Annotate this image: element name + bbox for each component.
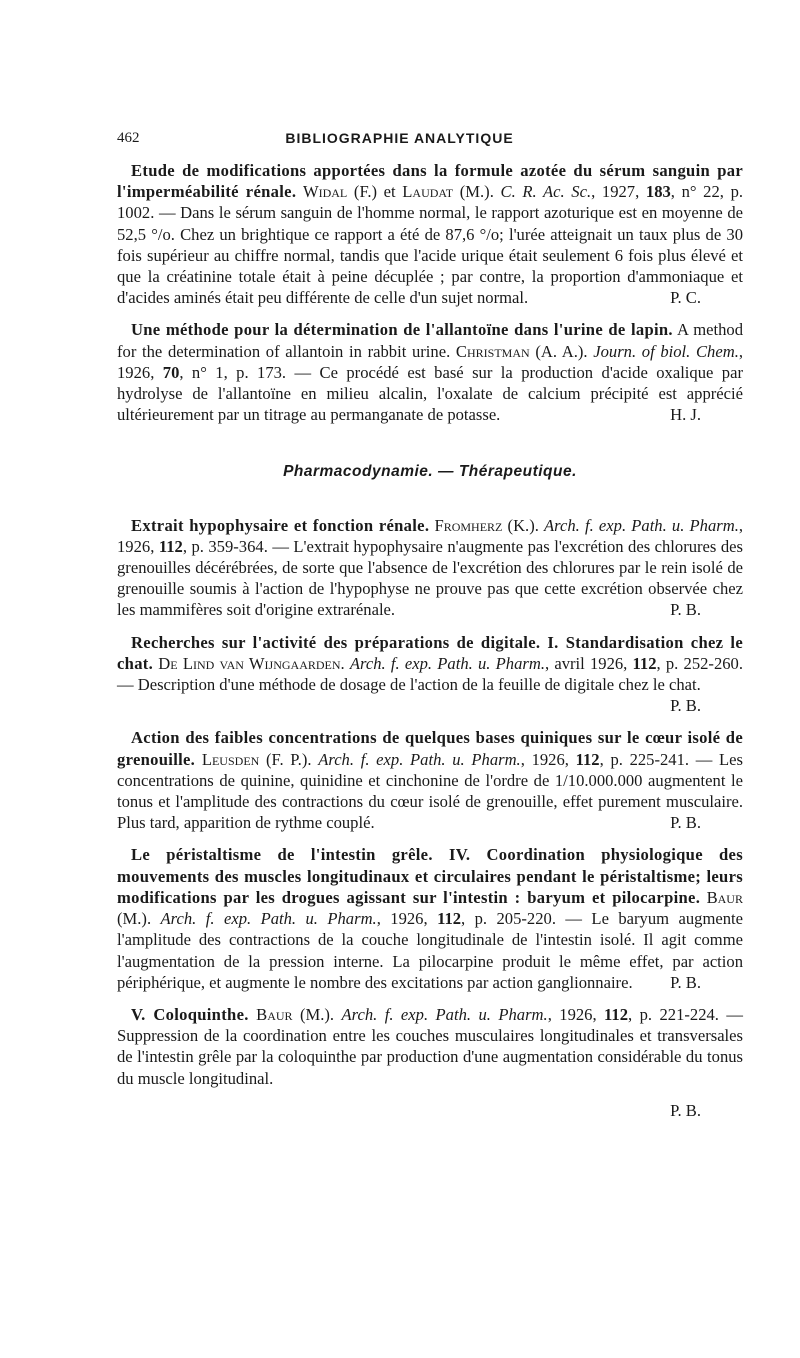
bibliography-entry: [117, 1004, 743, 1089]
entry-journal: Arch. f. exp. Path. u. Pharm.: [544, 515, 739, 535]
entry-volume: 112: [437, 909, 462, 929]
entry-title: Une méthode pour la détermination de l'allantoïne dans l'urine de lapin.: [131, 320, 673, 340]
entry-signature: P. B.: [670, 600, 701, 620]
entry-title: Action des faibles concentrations de quelques bases quiniques sur le cœur isolé de grenouille.: [117, 728, 743, 769]
entry-signature: P. B.: [670, 813, 701, 833]
bibliography-entry: [117, 632, 743, 717]
entry-signature: P. B.: [670, 972, 701, 992]
entry-author: Widal: [302, 182, 348, 202]
entry-title: V. Coloquinthe.: [131, 1004, 249, 1024]
bibliography-entry: [117, 844, 743, 992]
entry-author: Baur: [706, 887, 743, 907]
entry-abstract: , p. 359-364. — L'extrait hypophysaire n'augmente pas l'excrétion des chlorures des grenouilles décérébrées, de sorte que l'absence de l'excrétion des chlorures par le rein isolé de grenouille soumis à l'action de l'hypophyse ne prouve pas que cette excrétion observée chez les mammifères soit d'origine extrarénale.: [117, 536, 743, 620]
entry-author: Baur: [256, 1004, 293, 1024]
entry-year: , 1926,: [117, 515, 743, 556]
entry-abstract: , p. 252-260. — Description d'une méthode de dosage de l'action de la feuille de digitale chez le chat.: [117, 653, 743, 695]
entry-journal: Arch. f. exp. Path. u. Pharm.: [318, 749, 521, 769]
entry-signature: H. J.: [670, 405, 701, 425]
section-heading: Pharmacodynamie. — Thérapeutique.: [283, 463, 577, 481]
page-header: [117, 130, 682, 154]
entry-original-title: A method for the determination of allantoin in rabbit urine.: [117, 320, 743, 361]
entry-author: Laudat: [402, 182, 454, 202]
entry-title: Extrait hypophysaire et fonction rénale.: [131, 515, 430, 535]
entry-author-initials: (M.).: [453, 182, 501, 202]
entry-signature: P. B.: [670, 1100, 701, 1120]
bibliography-entry: [117, 727, 743, 833]
entry-year: , 1926,: [376, 909, 438, 929]
entry-year: , 1926,: [547, 1004, 605, 1024]
entry-journal: Arch. f. exp. Path. u. Pharm.: [341, 1004, 548, 1024]
entry-journal: C. R. Ac. Sc.: [500, 182, 592, 202]
entry-volume: 112: [604, 1004, 629, 1024]
bibliography-entry: [117, 319, 743, 425]
entry-author-initials: (F.) et: [347, 182, 403, 202]
entry-journal: Arch. f. exp. Path. u. Pharm.: [160, 909, 377, 929]
bibliography-entry: [117, 515, 743, 621]
entry-volume: 183: [645, 182, 671, 202]
entry-journal: Arch. f. exp. Path. u. Pharm.: [349, 653, 545, 673]
entry-volume: 70: [162, 362, 180, 382]
entry-abstract: , p. 225-241. — Les concentrations de quinine, quinidine et cinchonine de l'ordre de 1/10.000.000 augmentent le tonus et l'amplitude des contractions du cœur isolé de grenouille, effet purement musculaire. Plus tard, apparition de rythme couplé.: [117, 749, 744, 833]
entry-title: Etude de modifications apportées dans la formule azotée du sérum sanguin par l'imperméabilité rénale.: [117, 161, 743, 202]
entry-author-initials: (F. P.).: [259, 749, 319, 769]
entry-volume: 112: [575, 749, 600, 769]
entry-volume: 112: [632, 653, 657, 673]
entry-author: Leusden: [201, 749, 260, 769]
entry-author-initials: (M.).: [117, 909, 161, 929]
bibliography-entry: [117, 160, 743, 308]
entry-signature: P. B.: [670, 696, 701, 716]
entry-year: , 1926,: [117, 341, 743, 382]
entry-abstract: , p. 205-220. — Le baryum augmente l'amplitude des contractions de la couche longitudinale de l'intestin isolé. Il agit comme l'augmentation de la pression interne. La pilocarpine produit le même effet, par action périphérique, et augmente le nombre des excitations par action ganglionnaire.: [117, 909, 743, 992]
entry-author-initials: .: [340, 653, 350, 673]
entry-year: , 1926,: [520, 749, 576, 769]
entry-author: De Lind van Wijngaarden: [158, 653, 341, 673]
running-title: BIBLIOGRAPHIE ANALYTIQUE: [285, 130, 514, 146]
entry-journal: Journ. of biol. Chem.: [593, 341, 739, 361]
entry-title: Recherches sur l'activité des préparations de digitale. I. Standardisation chez le chat.: [117, 632, 743, 673]
entry-author-initials: (K.).: [502, 515, 545, 535]
entry-author: Fromherz: [434, 515, 503, 535]
entry-title: Le péristaltisme de l'intestin grêle. IV. Coordination physiologique des mouvements des muscles longitudinaux et circulaires pendant le péristaltisme; leurs modifications par les drogues agissant sur l'intestin : baryum et pilocarpine.: [117, 845, 743, 907]
page-number: 462: [117, 130, 140, 146]
entry-signature: P. C.: [670, 288, 701, 308]
entry-abstract: , n° 1, p. 173. — Ce procédé est basé sur la production d'acide oxalique par hydrolyse de l'allantoïne en milieu alcalin, l'oxalate de calcium précipité est apprécié ultérieurement par un titrage au permanganate de potasse.: [117, 362, 743, 425]
entry-abstract: , p. 221-224. — Suppression de la coordination entre les couches musculaires longitudinales et transversales de l'intestin grêle par la coloquinthe par production d'une augmentation considérable du tonus du muscle longitudinal.: [117, 1004, 743, 1088]
entry-author-initials: (M.).: [292, 1004, 342, 1024]
entry-author-initials: (A. A.).: [529, 341, 594, 361]
entry-author: Christman: [455, 341, 530, 361]
entry-abstract: , n° 22, p. 1002. — Dans le sérum sanguin de l'homme normal, le rapport azoturique est en moyenne de 52,5 °/o. Chez un brightique ce rapport a été de 87,6 °/o; l'urée atteignait un taux plus de 30 fois supérieur au chiffre normal, tandis que l'acide urique était seulement 6 fois plus élevé et que la créatinine totale était à peine décuplée ; par contre, la proportion d'ammoniaque et d'acides aminés était peu différente de celle d'un sujet normal.: [117, 182, 744, 308]
entry-volume: 112: [158, 536, 183, 556]
entry-year: , avril 1926,: [544, 653, 633, 673]
page-content: [117, 160, 743, 1121]
entry-year: , 1927,: [591, 182, 646, 202]
